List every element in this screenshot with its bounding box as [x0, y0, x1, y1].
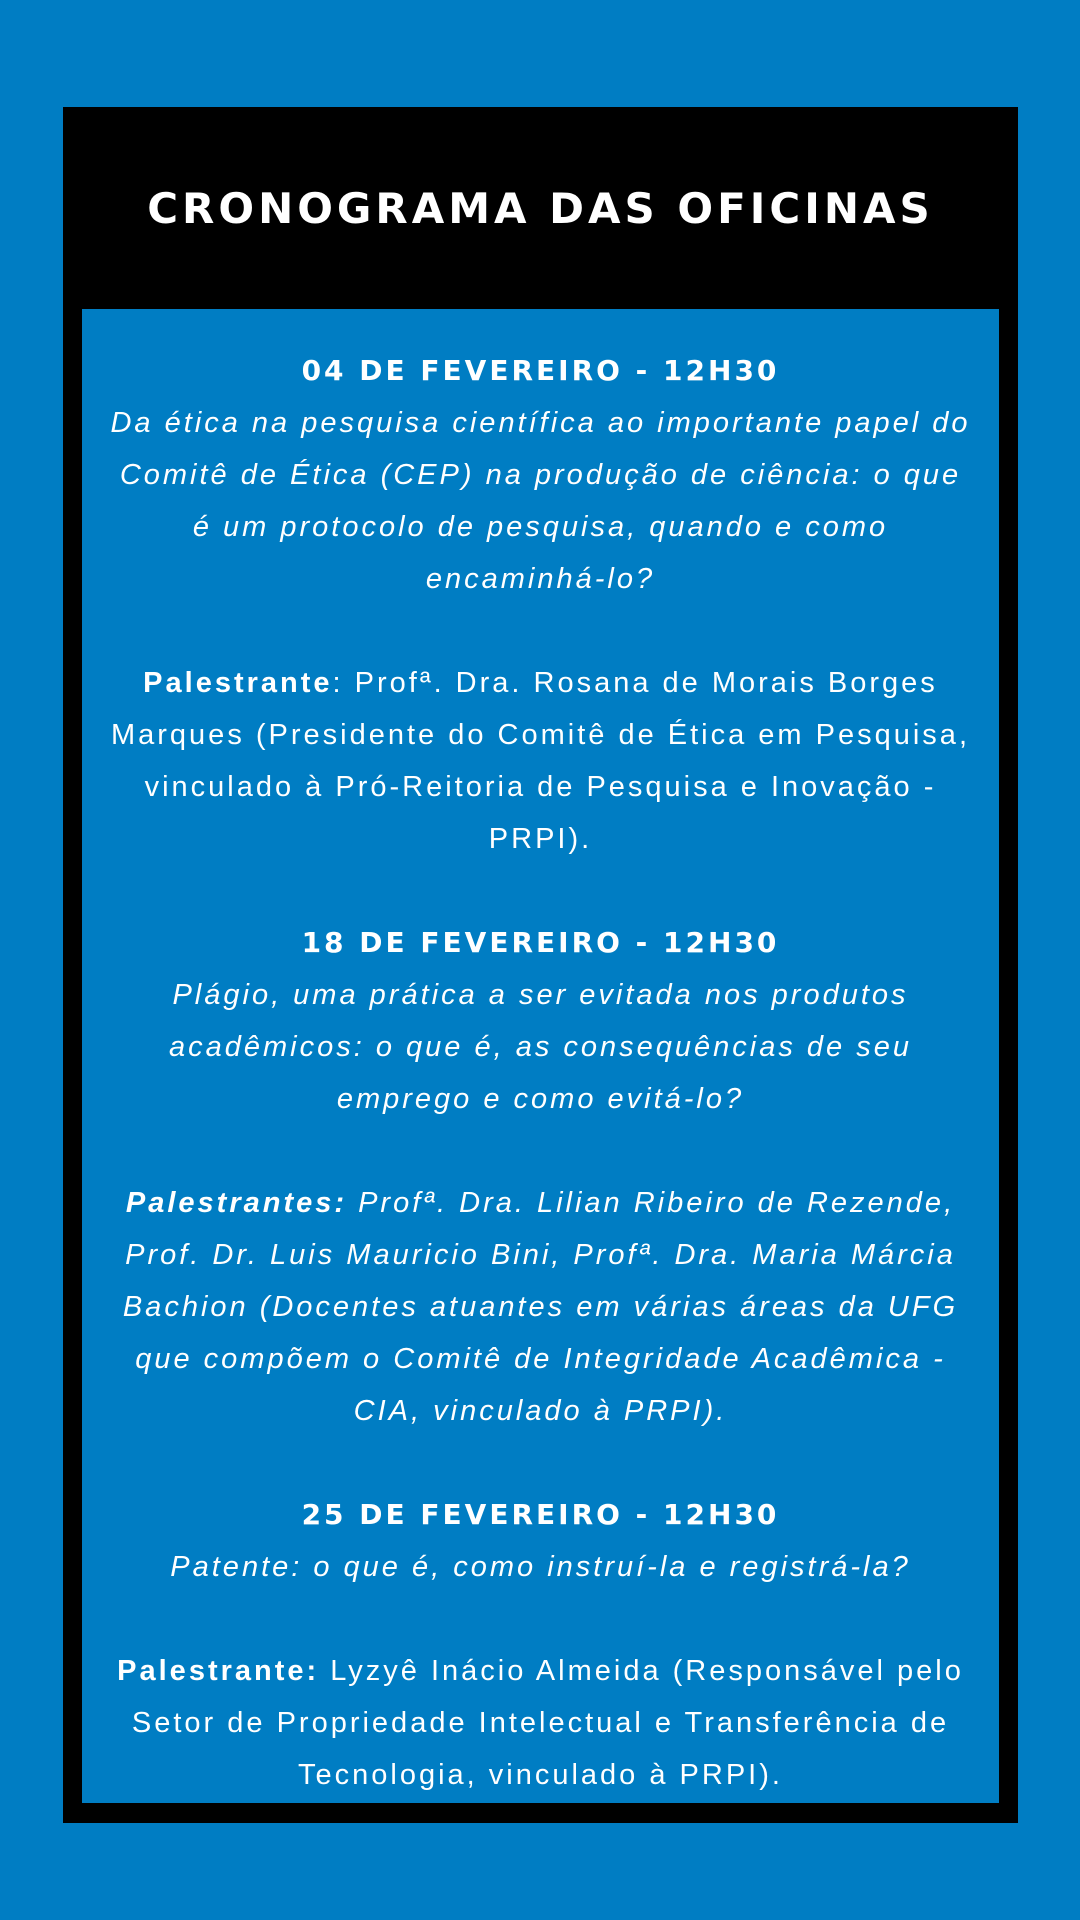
session-spacer	[106, 865, 975, 917]
speaker-label: Palestrantes:	[125, 1187, 348, 1219]
session-date: 04 DE FEVEREIRO - 12H30	[301, 354, 780, 387]
schedule-frame	[63, 107, 1018, 1823]
session-topic: Da ética na pesquisa científica ao importante papel do Comitê de Ética (CEP) na produção de ciência: o que é um protocolo de pesquisa, quando e como encaminhá-lo?	[110, 407, 971, 595]
session-speaker	[106, 1645, 975, 1801]
session-date: 18 DE FEVEREIRO - 12H30	[301, 926, 780, 959]
schedule-content	[82, 309, 999, 1803]
session-item	[106, 917, 975, 1437]
session-item	[106, 1489, 975, 1801]
session-topic: Patente: o que é, como instruí-la e registrá-la?	[170, 1551, 911, 1583]
speaker-text: Lyzyê Inácio Almeida (Responsável pelo Setor de Propriedade Intelectual e Transferência de Tecnologia, vinculado à PRPI).	[131, 1655, 964, 1791]
session-item	[106, 345, 975, 865]
session-date: 25 DE FEVEREIRO - 12H30	[301, 1498, 780, 1531]
session-topic: Plágio, uma prática a ser evitada nos produtos acadêmicos: o que é, as consequências de seu emprego e como evitá-lo?	[168, 979, 912, 1115]
page-title: CRONOGRAMA DAS OFICINAS	[147, 183, 934, 233]
session-speaker	[106, 657, 975, 865]
title-bar	[63, 107, 1018, 309]
speaker-text: Profª. Dra. Lilian Ribeiro de Rezende, Prof. Dr. Luis Mauricio Bini, Profª. Dra. Maria Márcia Bachion (Docentes atuantes em várias áreas da UFG que compõem o Comitê de Integridade Acadêmica -CIA, vinculado à PRPI).	[122, 1187, 959, 1427]
speaker-label: Palestrante:	[117, 1655, 320, 1687]
session-spacer	[106, 1437, 975, 1489]
speaker-label: Palestrante	[143, 667, 333, 699]
session-speaker	[106, 1177, 975, 1437]
speaker-text: : Profª. Dra. Rosana de Morais Borges Marques (Presidente do Comitê de Ética em Pesquisa, vinculado à Pró-Reitoria de Pesquisa e Inovação -PRPI).	[110, 667, 970, 855]
